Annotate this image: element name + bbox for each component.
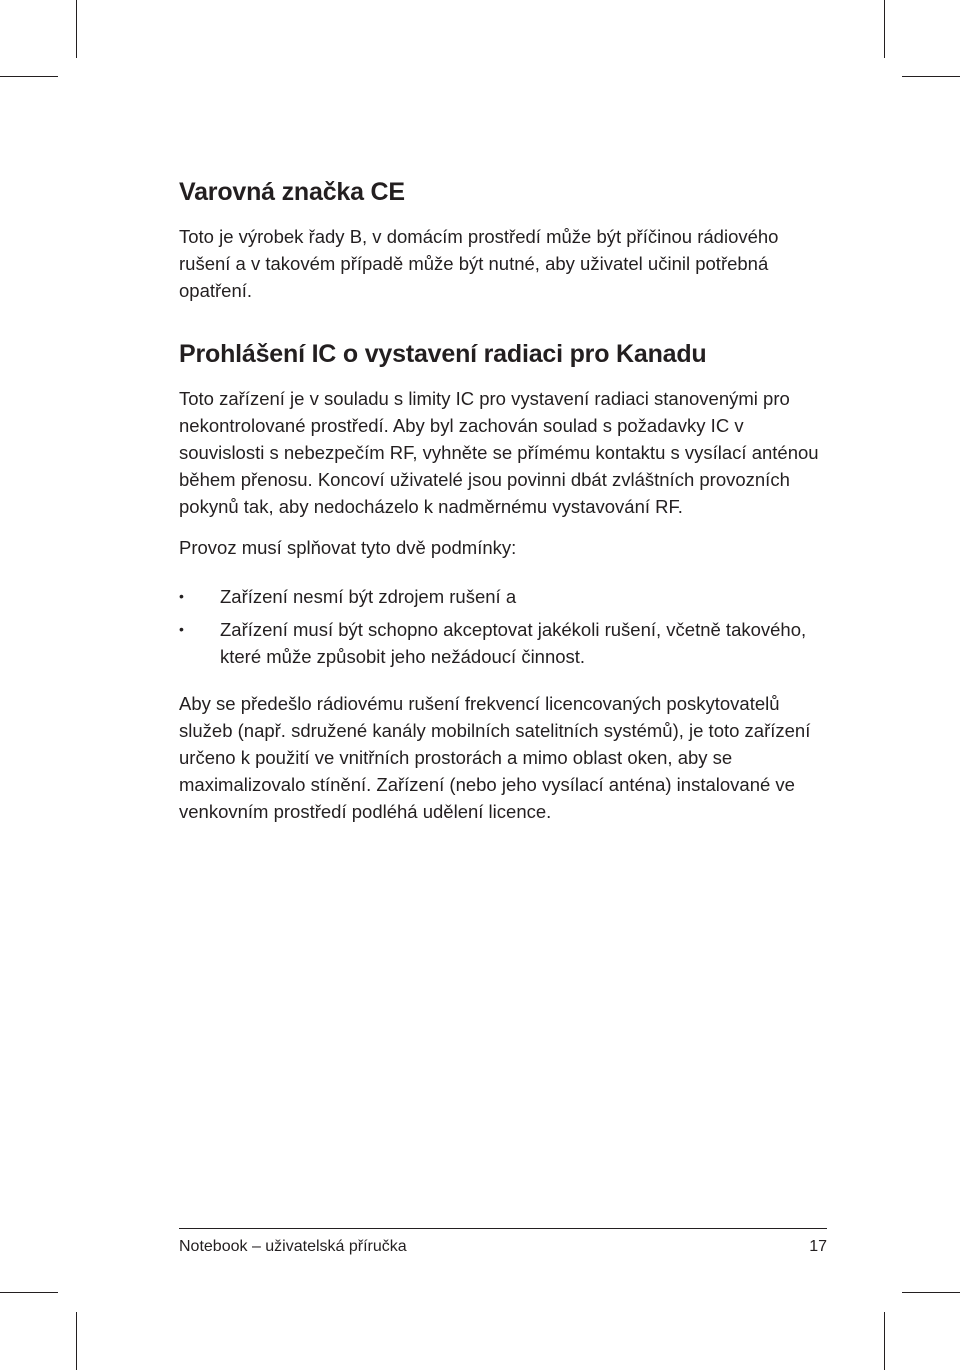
bullet-icon: •: [179, 588, 184, 604]
crop-mark-top-right: [884, 0, 885, 58]
bullet-icon: •: [179, 621, 184, 637]
interference-paragraph: Aby se předešlo rádiovému rušení frekvencí licencovaných poskytovatelů služeb (např. sdružené kanály mobilních satelitních systémů), je toto zařízení určeno k použití ve vnitřních prostorách a mimo oblast oken, aby se maximalizovalo stínění. Zařízení (nebo jeho vysílací anténa) instalované ve venkovním prostředí podléhá udělení licence.: [179, 693, 811, 822]
crop-mark-top-left: [76, 0, 77, 58]
crop-mark-right-top: [902, 76, 960, 77]
list-item: [179, 583, 829, 610]
crop-mark-right-bottom: [902, 1292, 960, 1293]
conditions-list: [179, 583, 829, 670]
crop-mark-left-bottom: [0, 1292, 58, 1293]
list-item: [179, 616, 829, 670]
footer-title: Notebook – uživatelská příručka: [179, 1238, 407, 1255]
ic-radiation-paragraph: Toto zařízení je v souladu s limity IC pro vystavení radiaci stanovenými pro nekontrolované prostředí. Aby byl zachován soulad s požadavky IC v souvislosti s nebezpečím RF, vyhněte se přímému kontaktu s vysílací anténou během přenosu. Koncoví uživatelé jsou povinni dbát zvláštních provozních pokynů tak, aby nedocházelo k nadměrnému vystavování RF.: [179, 388, 819, 517]
conditions-intro: Provoz musí splňovat tyto dvě podmínky:: [179, 537, 517, 558]
ce-warning-text: Toto je výrobek řady B, v domácím prostředí může být příčinou rádiového rušení a v takovém případě může být nutné, aby uživatel učinil potřebná opatření.: [179, 226, 779, 301]
crop-mark-bottom-right: [884, 1312, 885, 1370]
footer-divider: [179, 1228, 827, 1229]
condition-text: Zařízení nesmí být zdrojem rušení a: [220, 586, 517, 607]
ce-warning-heading: Varovná značka CE: [179, 178, 405, 206]
crop-mark-left-top: [0, 76, 58, 77]
page-number: 17: [809, 1238, 827, 1255]
ic-radiation-heading: Prohlášení IC o vystavení radiaci pro Kanadu: [179, 340, 707, 368]
condition-text: Zařízení musí být schopno akceptovat jakékoli rušení, včetně takového, které může způsobit jeho nežádoucí činnost.: [220, 619, 807, 667]
page-content: [179, 170, 829, 825]
crop-mark-bottom-left: [76, 1312, 77, 1370]
